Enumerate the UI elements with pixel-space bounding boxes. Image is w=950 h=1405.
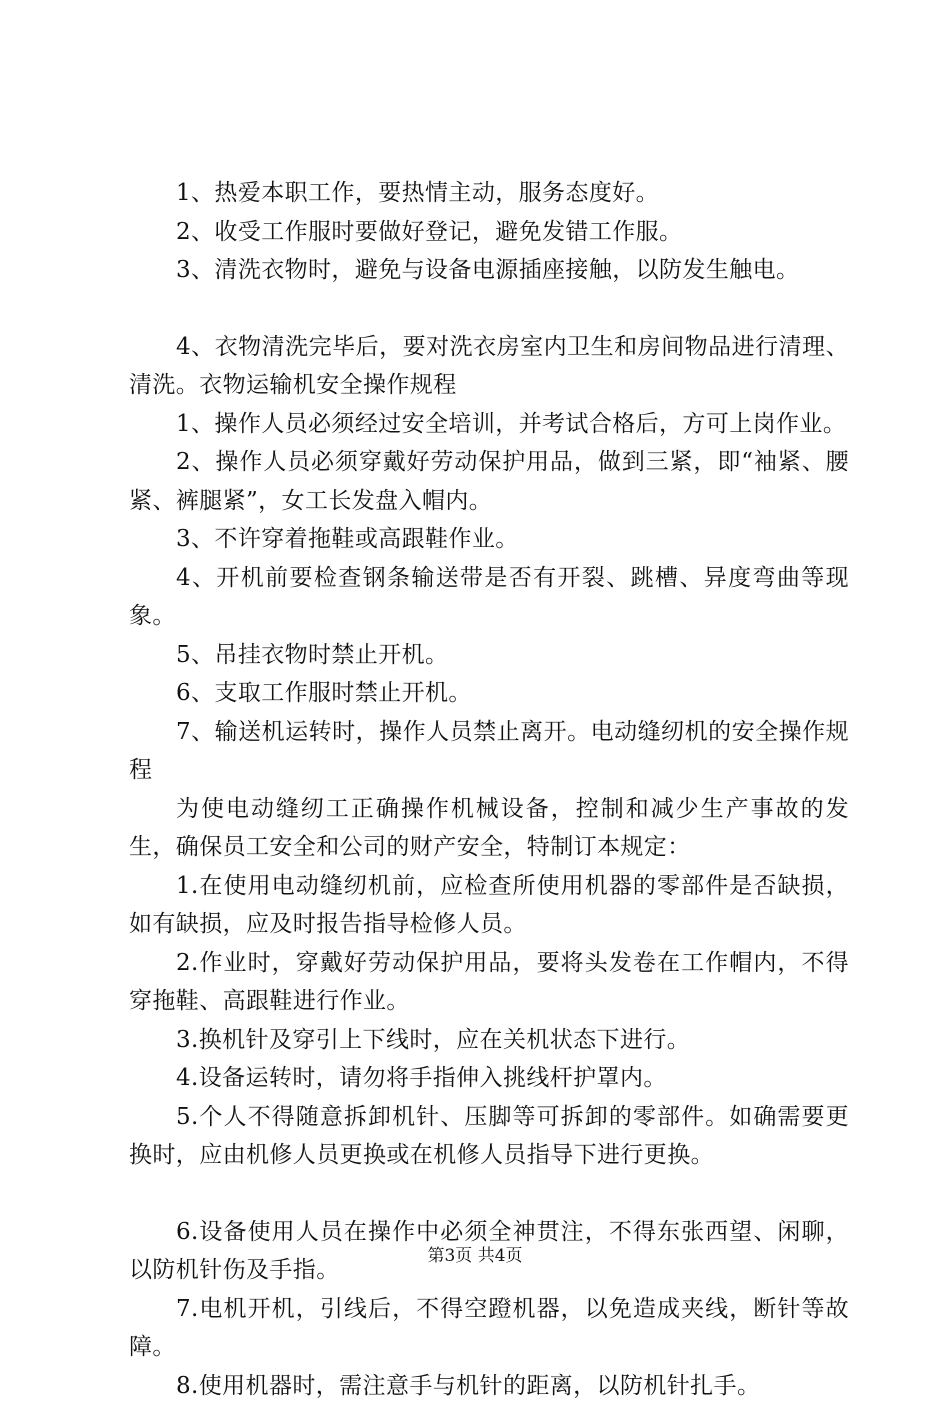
paragraph: 4、开机前要检查钢条输送带是否有开裂、跳槽、异度弯曲等现象。 [129,559,849,636]
paragraph: 1.在使用电动缝纫机前，应检查所使用机器的零部件是否缺损，如有缺损，应及时报告指导检修人员。 [129,867,849,944]
paragraph: 8.使用机器时，需注意手与机针的距离，以防机针扎手。 [129,1367,849,1405]
paragraph: 2.作业时，穿戴好劳动保护用品，要将头发卷在工作帽内，不得穿拖鞋、高跟鞋进行作业。 [129,944,849,1021]
paragraph: 3、不许穿着拖鞋或高跟鞋作业。 [129,520,849,559]
paragraph: 6.设备使用人员在操作中必须全神贯注，不得东张西望、闲聊，以防机针伤及手指。 [129,1213,849,1290]
paragraph: 1、热爱本职工作，要热情主动，服务态度好。 [129,174,849,213]
paragraph: 7、输送机运转时，操作人员禁止离开。电动缝纫机的安全操作规程 [129,713,849,790]
paragraph: 1、操作人员必须经过安全培训，并考试合格后，方可上岗作业。 [129,405,849,444]
paragraph: 4、衣物清洗完毕后，要对洗衣房室内卫生和房间物品进行清理、清洗。衣物运输机安全操作规程 [129,328,849,405]
paragraph-gap [129,1175,849,1213]
paragraph: 2、收受工作服时要做好登记，避免发错工作服。 [129,213,849,252]
paragraph: 5、吊挂衣物时禁止开机。 [129,636,849,675]
paragraph: 3、清洗衣物时，避免与设备电源插座接触，以防发生触电。 [129,251,849,290]
paragraph: 6、支取工作服时禁止开机。 [129,674,849,713]
paragraph: 2、操作人员必须穿戴好劳动保护用品，做到三紧，即“袖紧、腰紧、裤腿紧”，女工长发盘入帽内。 [129,443,849,520]
paragraph-gap [129,290,849,328]
paragraph: 4.设备运转时，请勿将手指伸入挑线杆护罩内。 [129,1059,849,1098]
paragraph: 为使电动缝纫工正确操作机械设备，控制和减少生产事故的发生，确保员工安全和公司的财产安全，特制订本规定： [129,790,849,867]
paragraph: 5.个人不得随意拆卸机针、压脚等可拆卸的零部件。如确需要更换时，应由机修人员更换或在机修人员指导下进行更换。 [129,1098,849,1175]
paragraph: 3.换机针及穿引上下线时，应在关机状态下进行。 [129,1021,849,1060]
paragraph: 7.电机开机，引线后，不得空蹬机器，以免造成夹线，断针等故障。 [129,1290,849,1367]
page-number-footer: 第3页 共4页 [0,1244,950,1268]
document-body [129,174,849,1405]
